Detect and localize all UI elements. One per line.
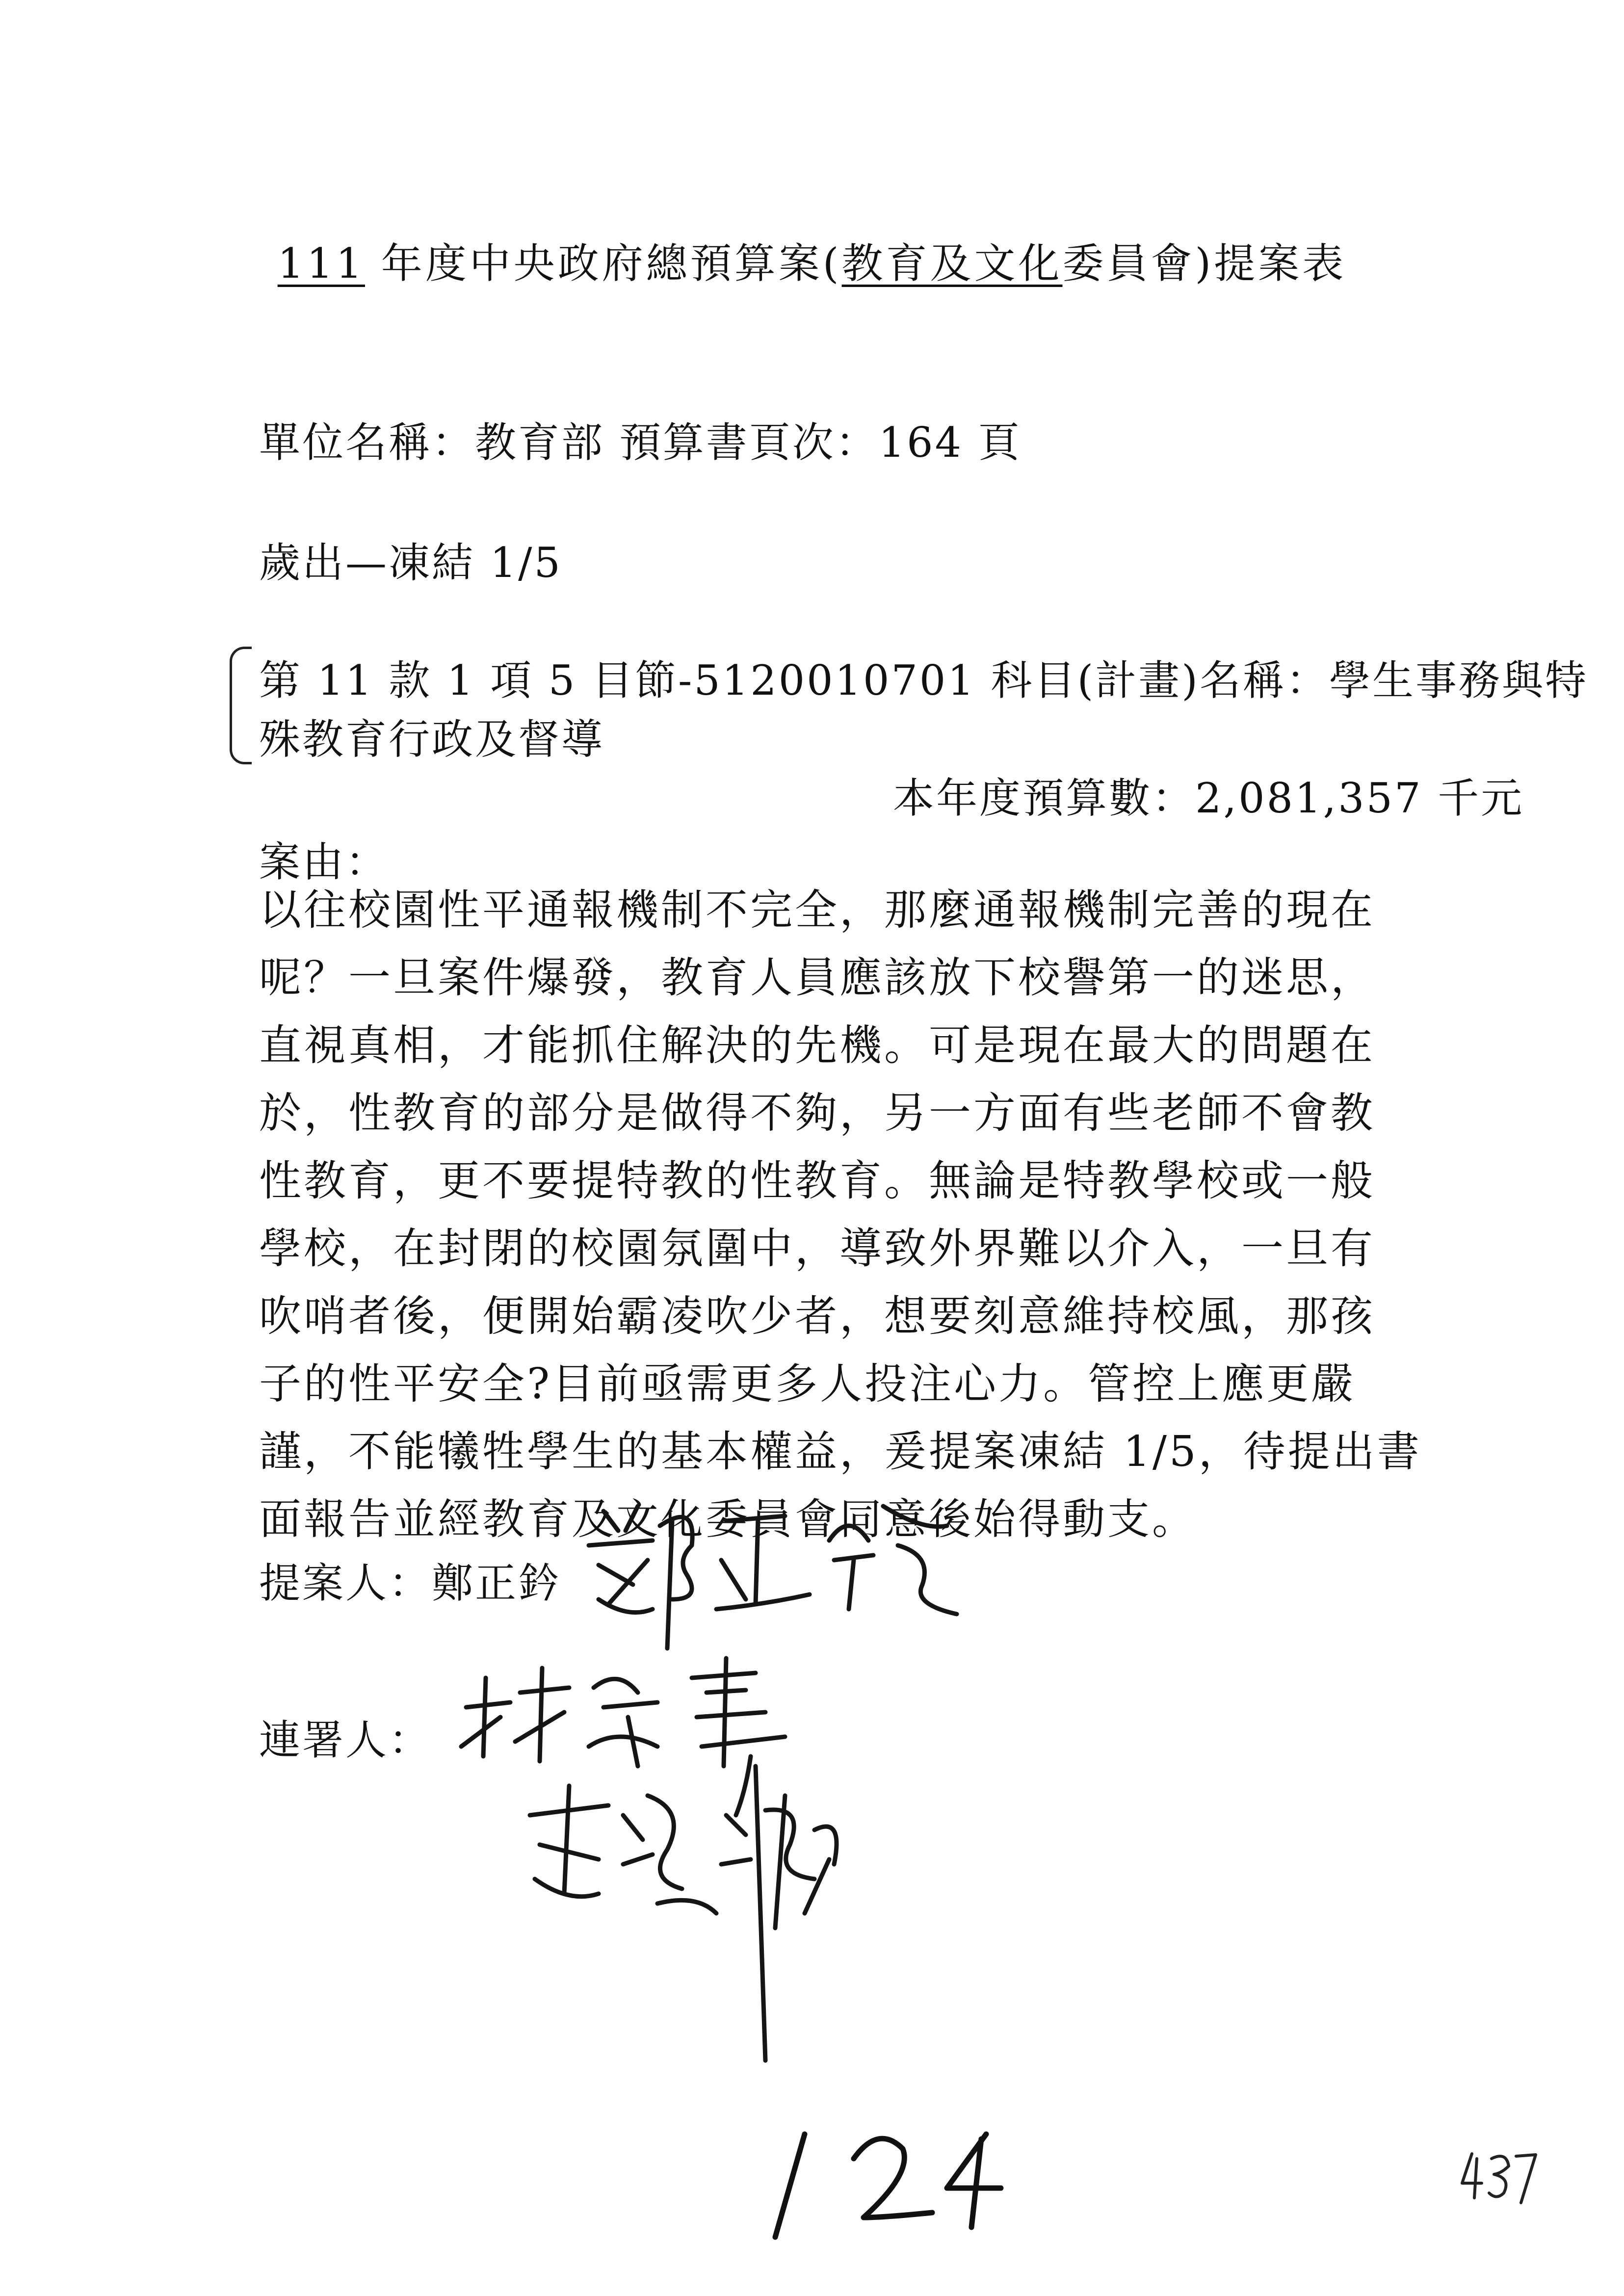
title-year: 111: [277, 239, 366, 287]
title-committee: 教育及文化: [841, 239, 1063, 287]
proposer-label: 提案人：鄭正鈐: [259, 1559, 562, 1607]
proposal-number: [775, 2134, 1001, 2237]
cosigner-signature-2: [530, 1766, 837, 2061]
cosigner-label: 連署人：: [259, 1716, 432, 1764]
cosigner-signature-1: [461, 1658, 785, 1815]
reason-line: 吹哨者後，便開始霸凌吹少者，想要刻意維持校風，那孩: [259, 1292, 1375, 1341]
reason-line: 呢？一旦案件爆發，教育人員應該放下校譽第一的迷思，: [259, 953, 1375, 1002]
reason-line: 以往校園性平通報機制不完全，那麼通報機制完善的現在: [259, 886, 1375, 935]
subject-line-1: 第 11 款 1 項 5 目節-5120010701 科目(計畫)名稱：學生事務與特: [259, 656, 1589, 704]
reason-label: 案由：: [259, 838, 389, 886]
budget-line: 本年度預算數：2,081,357 千元: [893, 774, 1524, 822]
reason-line: 學校，在封閉的校園氛圍中，導致外界難以介入，一旦有: [259, 1224, 1375, 1273]
reason-line: 於，性教育的部分是做得不夠，另一方面有些老師不會教: [259, 1089, 1375, 1138]
page-number: [1462, 2154, 1536, 2203]
reason-line: 直視真相，才能抓住解決的先機。可是現在最大的問題在: [259, 1021, 1375, 1070]
proposer-signature: [589, 1506, 957, 1648]
title-pre: 年度中央政府總預算案(: [381, 239, 842, 287]
reason-line: 面報告並經教育及文化委員會同意後始得動支。: [259, 1495, 1197, 1544]
type-line: 歲出—凍結 1/5: [259, 539, 562, 587]
subject-line-2: 殊教育行政及督導: [259, 715, 605, 763]
title-post: 委員會)提案表: [1062, 239, 1347, 287]
reason-line: 子的性平安全?目前亟需更多人投注心力。管控上應更嚴: [259, 1359, 1356, 1409]
unit-line: 單位名稱：教育部 預算書頁次：164 頁: [259, 418, 1022, 467]
reason-line: 性教育，更不要提特教的性教育。無論是特教學校或一般: [259, 1156, 1375, 1205]
reason-line: 謹，不能犧牲學生的基本權益，爰提案凍結 1/5，待提出書: [259, 1427, 1422, 1476]
